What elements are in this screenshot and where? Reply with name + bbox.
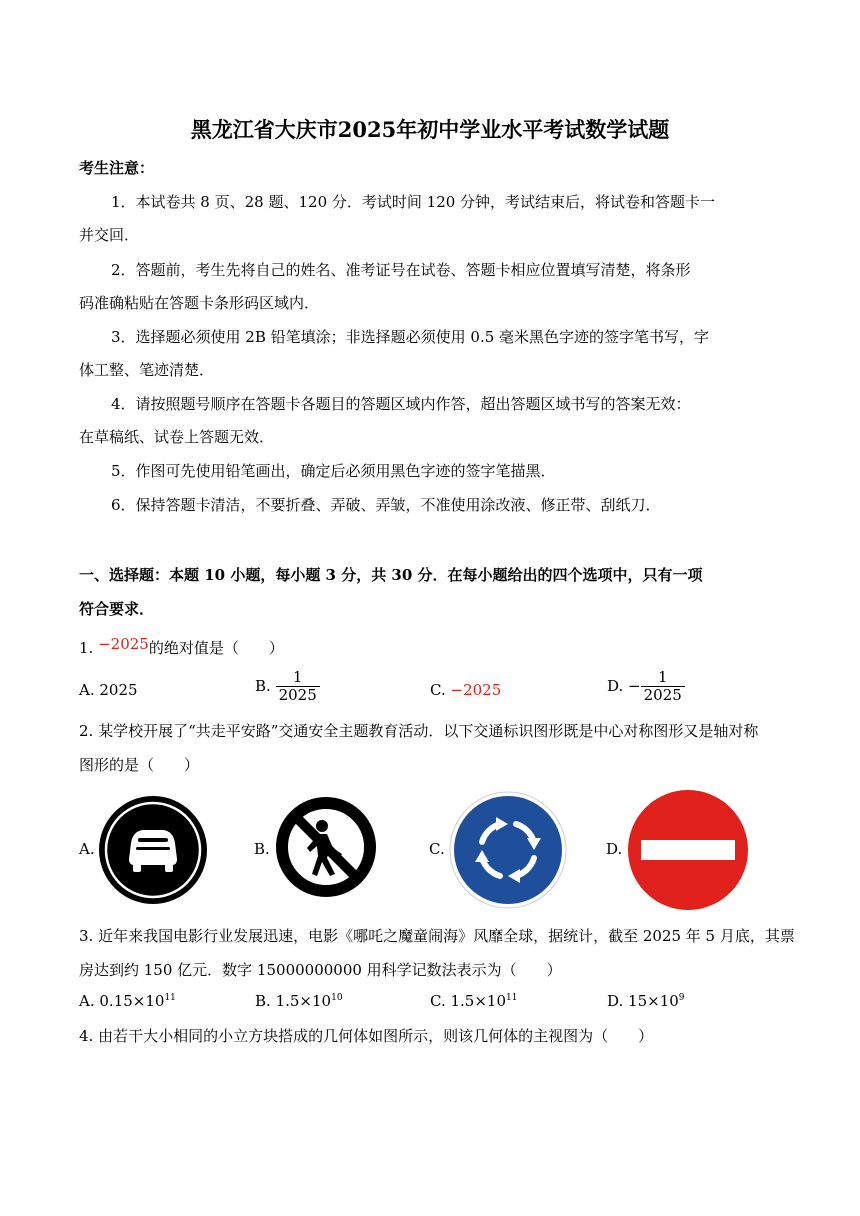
notice-item-6: 6．保持答题卡清洁，不要折叠、弄破、弄皱，不准使用涂改液、修正带、刮纸刀． <box>111 496 661 514</box>
q2-option-b-label: B. <box>254 840 270 858</box>
q3-option-a-exponent: 11 <box>164 993 176 1003</box>
q3-option-b-label: B. <box>255 992 271 1010</box>
q3-option-d-label: D. <box>607 992 624 1010</box>
question-1-stem <box>79 637 284 658</box>
q1-option-d-fraction <box>641 669 685 705</box>
q1-option-c-label: C. <box>430 681 446 699</box>
q2-option-d-label: D. <box>606 840 623 858</box>
section-1-heading-line-2: 符合要求． <box>79 600 155 618</box>
q1-option-b <box>255 669 320 705</box>
q1-option-d-numerator: 1 <box>641 669 685 687</box>
question-1-number: 1. <box>79 639 94 657</box>
q3-option-c-exponent: 11 <box>506 993 518 1003</box>
q3-option-c <box>430 992 517 1010</box>
q3-option-b <box>255 992 343 1010</box>
notice-item-2-line-1: 2．答题前，考生先将自己的姓名、准考证号在试卷、答题卡相应位置填写清楚，将条形 <box>111 261 691 279</box>
question-2-stem-line-2: 图形的是（ ） <box>79 756 200 774</box>
question-3-stem-line-1: 3. 近年来我国电影行业发展迅速，电影《哪吒之魔童闹海》风靡全球，据统计，截至 2025 年 5 月底，其票 <box>79 927 795 945</box>
notice-item-5: 5．作图可先使用铅笔画出，确定后必须用黑色字迹的签字笔描黑． <box>111 462 556 480</box>
q1-option-c <box>430 681 501 699</box>
notice-item-3-line-2: 体工整、笔迹清楚． <box>79 361 215 379</box>
q1-option-b-denominator: 2025 <box>278 686 317 705</box>
q3-option-a <box>79 992 176 1010</box>
notice-item-4-line-2: 在草稿纸、试卷上答题无效． <box>79 428 275 446</box>
q3-option-b-exponent: 10 <box>331 993 343 1003</box>
notice-item-3-line-1: 3．选择题必须使用 2B 铅笔填涂；非选择题必须使用 0.5 毫米黑色字迹的签字笔书写，字 <box>111 328 710 346</box>
q1-option-d <box>607 669 685 705</box>
notice-heading: 考生注意： <box>79 159 155 177</box>
q2-option-a-label: A. <box>79 840 95 858</box>
q3-option-c-base: 1.5×10 <box>450 992 507 1010</box>
q1-option-d-sign: − <box>628 676 641 695</box>
q3-option-b-base: 1.5×10 <box>275 992 332 1010</box>
q3-option-a-base: 0.15×10 <box>99 992 165 1010</box>
question-1-stem-text: 的绝对值是（ ） <box>148 639 284 657</box>
q1-option-b-numerator: 1 <box>276 669 320 687</box>
notice-item-4-line-1: 4．请按照题号顺序在答题卡各题目的答题区域内作答，超出答题区域书写的答案无效： <box>111 395 691 413</box>
q1-option-b-label: B. <box>255 676 271 695</box>
q3-option-d <box>607 992 685 1010</box>
notice-item-1-line-2: 并交回． <box>79 226 140 244</box>
q1-option-a: A. 2025 <box>79 681 138 699</box>
page-title: 黑龙江省大庆市2025年初中学业水平考试数学试题 <box>190 117 670 142</box>
q1-option-d-denominator: 2025 <box>643 686 682 705</box>
q2-sign-b-no-pedestrian-icon <box>275 796 377 898</box>
notice-item-1-line-1: 1．本试卷共 8 页、28 题、120 分．考试时间 120 分钟，考试结束后，将试卷和答题卡一 <box>111 193 716 211</box>
question-4-stem: 4. 由若干大小相同的小立方块搭成的几何体如图所示，则该几何体的主视图为（ ） <box>79 1027 654 1045</box>
q3-option-d-base: 15×10 <box>628 992 679 1010</box>
q3-option-c-label: C. <box>430 992 446 1010</box>
q2-option-c-label: C. <box>429 840 445 858</box>
q3-option-d-exponent: 9 <box>678 993 685 1003</box>
question-3-stem-line-2: 房达到约 150 亿元．数字 15000000000 用科学记数法表示为（ ） <box>79 961 562 979</box>
question-1-expression: −2025 <box>98 635 149 653</box>
q1-option-d-label: D. <box>607 676 624 695</box>
q1-option-c-value: −2025 <box>450 681 502 699</box>
notice-item-2-line-2: 码准确粘贴在答题卡条形码区域内． <box>79 294 320 312</box>
q2-sign-c-roundabout-icon <box>448 790 568 910</box>
section-1-heading-line-1: 一、选择题：本题 10 小题，每小题 3 分，共 30 分．在每小题给出的四个选项中，只有一项 <box>79 566 703 584</box>
q3-option-a-label: A. <box>79 992 95 1010</box>
q1-option-b-fraction <box>276 669 320 705</box>
q2-sign-a-car-icon <box>98 795 208 905</box>
question-2-stem-line-1: 2. 某学校开展了“共走平安路”交通安全主题教育活动．以下交通标识图形既是中心对称图形又是轴对称 <box>79 722 759 740</box>
q2-sign-d-no-entry-icon <box>627 789 749 911</box>
